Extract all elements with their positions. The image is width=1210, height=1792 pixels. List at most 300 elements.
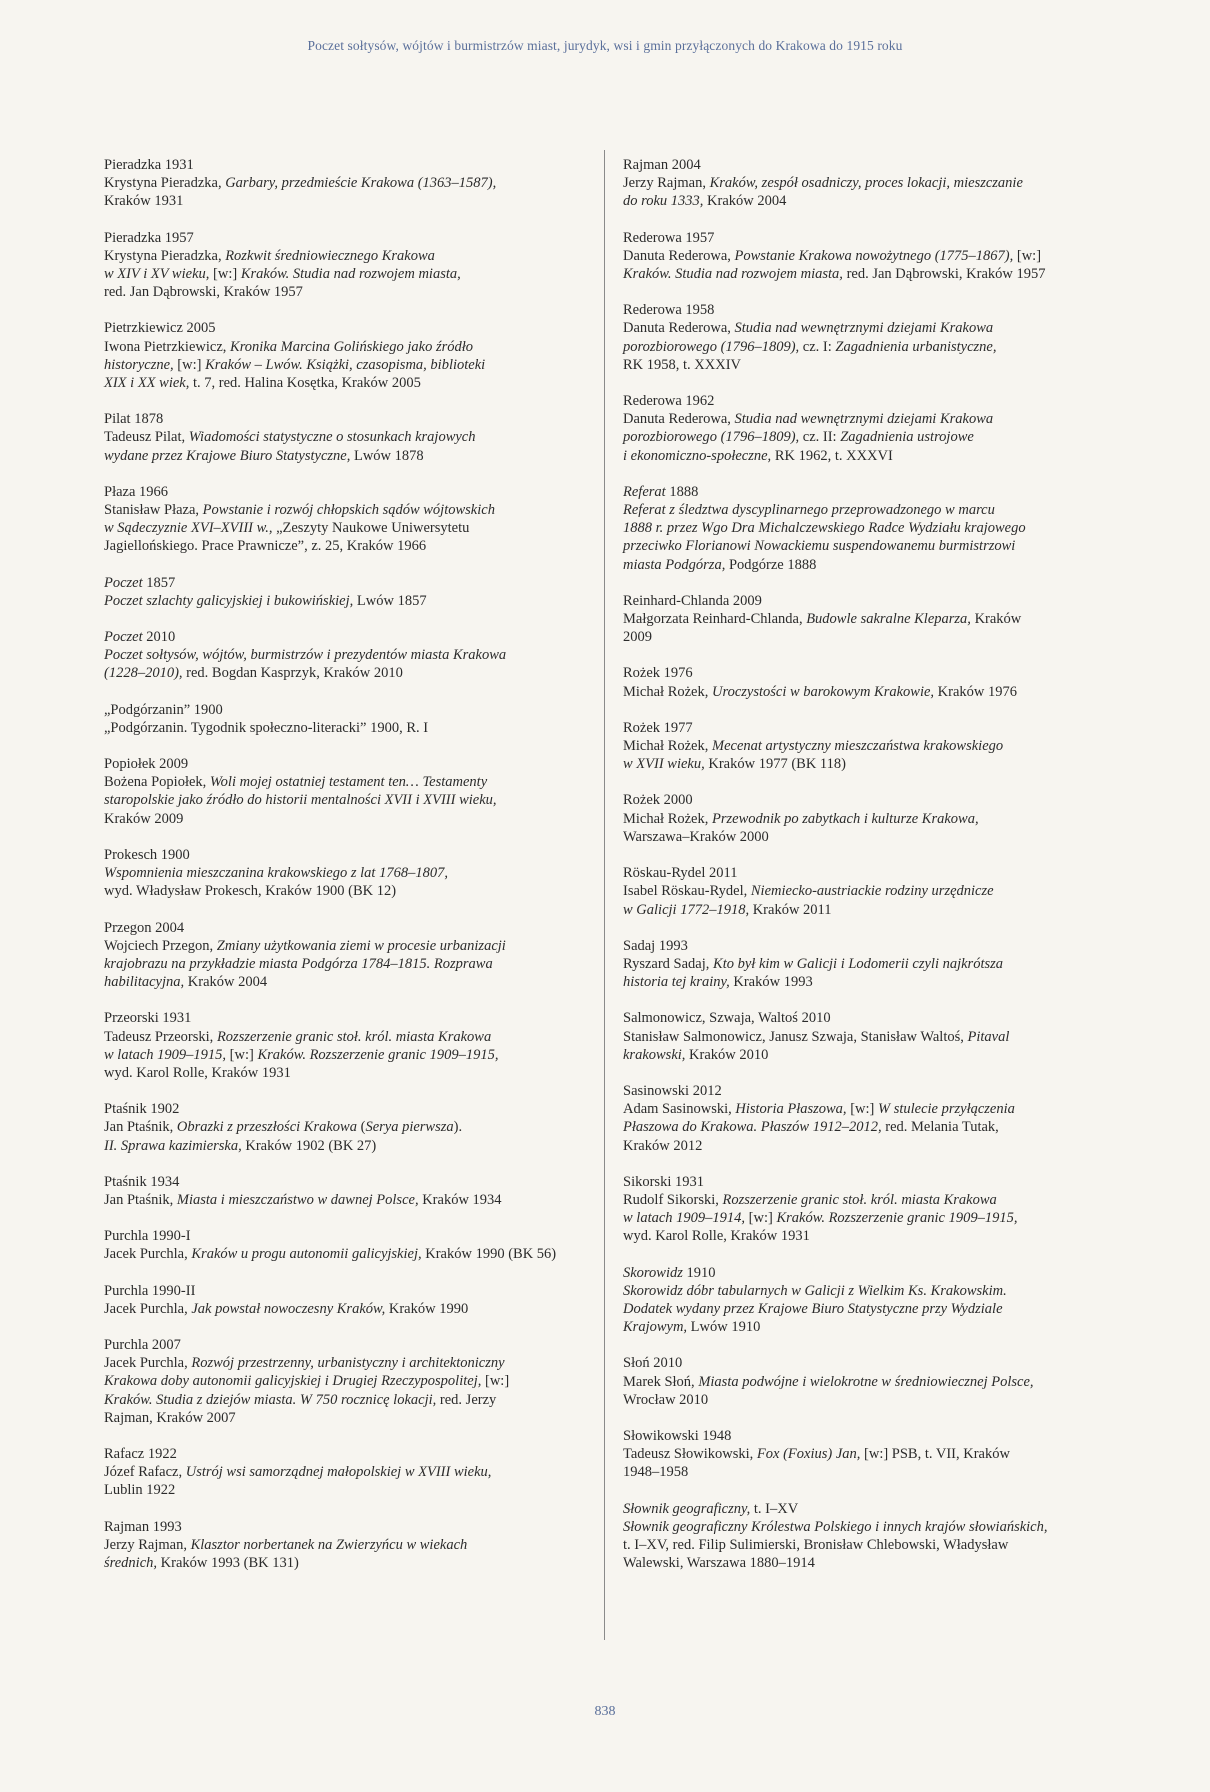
entry-line bbox=[104, 955, 594, 973]
entry-key bbox=[623, 1264, 1113, 1282]
text-segment: Rozszerzenie granic stoł. król. miasta Krakowa bbox=[216, 1028, 492, 1045]
text-segment: wydane przez Krajowe Biuro Statystyczne, bbox=[104, 447, 354, 464]
text-segment: Krystyna Pieradzka, bbox=[104, 247, 226, 264]
entry-line bbox=[104, 192, 594, 210]
text-segment: Woli mojej ostatniej testament ten… Testamenty bbox=[209, 774, 488, 791]
text-segment: Rożek 2000 bbox=[623, 792, 693, 809]
text-segment: w latach 1909–1914, bbox=[623, 1210, 749, 1227]
entry-line bbox=[104, 791, 594, 809]
text-segment: 1857 bbox=[146, 574, 176, 591]
entry-key bbox=[623, 1173, 1113, 1191]
text-segment: do roku 1333, bbox=[623, 193, 708, 210]
entry-line bbox=[104, 810, 594, 828]
text-segment: Małgorzata Reinhard-Chlanda, bbox=[623, 611, 807, 628]
text-segment: „Zeszyty Naukowe Uniwersytetu bbox=[276, 520, 470, 537]
entry-line bbox=[104, 1481, 594, 1499]
text-segment: Serya pierwsza bbox=[365, 1119, 454, 1136]
text-segment: habilitacyjna, bbox=[104, 974, 188, 991]
text-segment: Rożek 1976 bbox=[623, 665, 693, 682]
text-segment: Reinhard-Chlanda 2009 bbox=[623, 592, 762, 609]
text-segment: krakowski, bbox=[623, 1046, 690, 1063]
text-segment: Rederowa 1958 bbox=[623, 302, 715, 319]
entry-line bbox=[104, 664, 594, 682]
text-segment: Przeorski 1931 bbox=[104, 1010, 192, 1027]
entry-line bbox=[623, 319, 1113, 337]
bibliography-entry bbox=[104, 919, 594, 992]
entry-line bbox=[623, 1191, 1113, 1209]
text-segment: [w:] bbox=[748, 1210, 777, 1227]
text-segment: Kraków 1931 bbox=[104, 193, 184, 210]
text-segment: Sikorski 1931 bbox=[623, 1173, 704, 1190]
entry-key bbox=[623, 1354, 1113, 1372]
bibliography-entry bbox=[104, 1009, 594, 1082]
entry-line bbox=[623, 501, 1113, 519]
entry-line bbox=[623, 247, 1113, 265]
text-segment: Miasta i mieszczaństwo w dawnej Polsce, bbox=[176, 1191, 423, 1208]
text-segment: porozbiorowego (1796–1809), bbox=[623, 429, 803, 446]
text-segment: Krakowa doby autonomii galicyjskiej i Drugiej Rzeczypospolitej, bbox=[104, 1373, 485, 1390]
entry-line bbox=[104, 1536, 594, 1554]
entry-line bbox=[104, 1028, 594, 1046]
entry-key bbox=[104, 1173, 594, 1191]
text-segment: Purchla 1990-II bbox=[104, 1282, 196, 1299]
text-segment: Krystyna Pieradzka, bbox=[104, 175, 226, 192]
text-segment: Zagadnienia urbanistyczne, bbox=[835, 338, 997, 355]
entry-line bbox=[623, 428, 1113, 446]
entry-key bbox=[104, 1445, 594, 1463]
entry-line bbox=[623, 1518, 1113, 1536]
text-segment: red. Jan Dąbrowski, Kraków 1957 bbox=[104, 284, 303, 301]
bibliography-entry bbox=[623, 392, 1113, 465]
bibliography-entry bbox=[104, 1445, 594, 1500]
entry-line bbox=[623, 955, 1113, 973]
text-segment: Referat z śledztwa dyscyplinarnego przeprowadzonego w marcu bbox=[623, 502, 995, 519]
text-segment: Warszawa–Kraków 2000 bbox=[623, 828, 769, 845]
text-segment: Referat bbox=[623, 483, 670, 500]
text-segment: Krajowym, bbox=[623, 1319, 691, 1336]
text-segment: Obrazki z przeszłości Krakowa bbox=[176, 1119, 361, 1136]
bibliography-entry bbox=[104, 1518, 594, 1573]
entry-line bbox=[623, 755, 1113, 773]
entry-line bbox=[104, 592, 594, 610]
text-segment: Kraków 2009 bbox=[104, 810, 184, 827]
entry-line bbox=[104, 1245, 594, 1263]
entry-line bbox=[623, 1300, 1113, 1318]
bibliography-entry bbox=[623, 156, 1113, 211]
text-segment: Rozwój przestrzenny, urbanistyczny i architektoniczny bbox=[191, 1355, 505, 1372]
entry-key bbox=[623, 229, 1113, 247]
text-segment: Salmonowicz, Szwaja, Waltoś 2010 bbox=[623, 1010, 831, 1027]
text-segment: Jan Ptaśnik, bbox=[104, 1119, 177, 1136]
entry-key bbox=[104, 229, 594, 247]
text-segment: Purchla 2007 bbox=[104, 1336, 181, 1353]
text-segment: Wiadomości statystyczne o stosunkach krajowych bbox=[188, 429, 476, 446]
text-segment: porozbiorowego (1796–1809), bbox=[623, 338, 803, 355]
text-segment: Tadeusz Słowikowski, bbox=[623, 1446, 757, 1463]
text-segment: red. Jerzy bbox=[439, 1391, 497, 1408]
bibliography-entry bbox=[623, 791, 1113, 846]
entry-line bbox=[623, 628, 1113, 646]
text-segment: Rozkwit średniowiecznego Krakowa bbox=[225, 247, 435, 264]
entry-key bbox=[104, 919, 594, 937]
text-segment: Purchla 1990-I bbox=[104, 1228, 191, 1245]
entry-line bbox=[104, 283, 594, 301]
text-segment: Pitaval bbox=[967, 1028, 1010, 1045]
entry-line bbox=[104, 1046, 594, 1064]
text-segment: Michał Rożek, bbox=[623, 738, 712, 755]
text-segment: Lwów 1857 bbox=[356, 592, 427, 609]
entry-key bbox=[104, 1009, 594, 1027]
entry-line bbox=[104, 1118, 594, 1136]
text-segment: Prokesch 1900 bbox=[104, 846, 190, 863]
text-segment: t. I–XV, red. Filip Sulimierski, Bronisław Chlebowski, Władysław bbox=[623, 1536, 1009, 1553]
entry-line bbox=[104, 1554, 594, 1572]
bibliography-entry bbox=[623, 229, 1113, 284]
entry-line bbox=[104, 356, 594, 374]
text-segment: 1888 r. przez Wgo Dra Michalczewskiego Radce Wydziału krajowego bbox=[623, 520, 1026, 537]
text-segment: Zagadnienia ustrojowe bbox=[840, 429, 974, 446]
entry-key bbox=[623, 1427, 1113, 1445]
bibliography-entry bbox=[104, 319, 594, 392]
text-segment: w XVII wieku, bbox=[623, 756, 709, 773]
entry-key bbox=[104, 846, 594, 864]
text-segment: Kraków. Rozszerzenie granic 1909–1915, bbox=[776, 1210, 1018, 1227]
text-segment: Ryszard Sadaj, bbox=[623, 955, 714, 972]
entry-line bbox=[104, 519, 594, 537]
entry-line bbox=[623, 1028, 1113, 1046]
text-segment: Uroczystości w barokowym Krakowie, bbox=[712, 683, 938, 700]
bibliography-entry bbox=[623, 719, 1113, 774]
text-segment: Powstanie i rozwój chłopskich sądów wójtowskich bbox=[202, 502, 495, 519]
entry-line bbox=[623, 1282, 1113, 1300]
page-number: 838 bbox=[594, 1704, 616, 1719]
text-segment: red. Jan Dąbrowski, Kraków 1957 bbox=[846, 266, 1046, 283]
bibliography-entry bbox=[104, 1173, 594, 1209]
entry-key bbox=[104, 755, 594, 773]
bibliography-entry bbox=[623, 301, 1113, 374]
text-segment: krajobrazu na przykładzie miasta Podgórza 1784–1815. Rozprawa bbox=[104, 955, 493, 972]
bibliography-entry bbox=[623, 1082, 1113, 1155]
text-segment: w XIV i XV wieku, bbox=[104, 266, 214, 283]
entry-key bbox=[104, 1227, 594, 1245]
entry-key bbox=[623, 483, 1113, 501]
text-segment: Słownik geograficzny Królestwa Polskiego i innych krajów słowiańskich, bbox=[623, 1518, 1048, 1535]
text-segment: Przewodnik po zabytkach i kulturze Krakowa, bbox=[712, 810, 979, 827]
text-segment: Ptaśnik 1934 bbox=[104, 1173, 180, 1190]
text-segment: Adam Sasinowski, bbox=[623, 1101, 736, 1118]
text-segment: Kraków 1902 (BK 27) bbox=[245, 1137, 377, 1154]
text-segment: Danuta Rederowa, bbox=[623, 320, 735, 337]
text-segment: Miasta podwójne i wielokrotne w średniowiecznej Polsce, bbox=[698, 1373, 1034, 1390]
entry-line bbox=[623, 973, 1113, 991]
entry-line bbox=[104, 447, 594, 465]
bibliography-entry bbox=[623, 664, 1113, 700]
text-segment: Przegon 2004 bbox=[104, 919, 185, 936]
text-segment: Tadeusz Przeorski, bbox=[104, 1028, 217, 1045]
text-segment: Rederowa 1962 bbox=[623, 393, 715, 410]
entry-key bbox=[104, 574, 594, 592]
text-segment: Kraków. Studia z dziejów miasta. W 750 rocznicę lokacji, bbox=[104, 1391, 440, 1408]
entry-key bbox=[623, 719, 1113, 737]
entry-line bbox=[623, 537, 1113, 555]
text-segment: historia tej krainy, bbox=[623, 974, 734, 991]
bibliography-entry bbox=[104, 1336, 594, 1427]
text-segment: Jan Ptaśnik, bbox=[104, 1191, 177, 1208]
entry-key bbox=[104, 1336, 594, 1354]
entry-line bbox=[623, 1445, 1113, 1463]
text-segment: Kraków 2004 bbox=[707, 193, 787, 210]
text-segment: Historia Płaszowa, bbox=[735, 1101, 851, 1118]
text-segment: Jerzy Rajman, bbox=[104, 1536, 191, 1553]
text-segment: „Podgórzanin” 1900 bbox=[104, 701, 223, 718]
entry-line bbox=[104, 338, 594, 356]
text-segment: Pieradzka 1931 bbox=[104, 157, 194, 173]
text-segment: Kraków 1934 bbox=[422, 1191, 502, 1208]
entry-line bbox=[104, 247, 594, 265]
text-segment: RK 1962, t. XXXVI bbox=[774, 447, 893, 464]
text-segment: Poczet szlachty galicyjskiej i bukowińskiej, bbox=[104, 592, 357, 609]
entry-key bbox=[623, 156, 1113, 174]
text-segment: Kraków. Studia nad rozwojem miasta, bbox=[240, 266, 461, 283]
entry-line bbox=[623, 810, 1113, 828]
text-segment: Lublin 1922 bbox=[104, 1482, 176, 1499]
entry-key bbox=[623, 1500, 1113, 1518]
text-segment: Kronika Marcina Golińskiego jako źródło bbox=[230, 338, 474, 355]
text-segment: Skorowidz bbox=[623, 1264, 687, 1281]
entry-line bbox=[104, 374, 594, 392]
text-segment: Poczet sołtysów, wójtów, burmistrzów i prezydentów miasta Krakowa bbox=[104, 647, 507, 664]
bibliography-entry bbox=[623, 483, 1113, 574]
entry-line bbox=[623, 1536, 1113, 1554]
text-segment: Fox (Foxius) Jan, bbox=[756, 1446, 865, 1463]
text-segment: Isabel Röskau-Rydel, bbox=[623, 883, 751, 900]
text-segment: Pieradzka 1957 bbox=[104, 229, 194, 246]
text-segment: 1910 bbox=[686, 1264, 716, 1281]
bibliography-entry bbox=[104, 156, 594, 211]
bibliography-entry bbox=[104, 574, 594, 610]
text-segment: 2009 bbox=[623, 629, 652, 646]
text-segment: Kraków 1976 bbox=[937, 683, 1018, 700]
text-segment: historyczne, bbox=[104, 356, 178, 373]
text-segment: cz. II: bbox=[802, 429, 841, 446]
entry-line bbox=[104, 973, 594, 991]
bibliography-column-left bbox=[104, 156, 594, 1590]
entry-line bbox=[104, 1064, 594, 1082]
entry-line bbox=[104, 1372, 594, 1390]
text-segment: Kraków 1993 (BK 131) bbox=[160, 1554, 299, 1571]
text-segment: Röskau-Rydel 2011 bbox=[623, 865, 738, 882]
text-segment: Jerzy Rajman, bbox=[623, 175, 710, 192]
entry-line bbox=[623, 265, 1113, 283]
text-segment: Poczet bbox=[104, 629, 147, 646]
entry-line bbox=[104, 1137, 594, 1155]
entry-line bbox=[104, 646, 594, 664]
entry-line bbox=[623, 338, 1113, 356]
entry-line bbox=[623, 610, 1113, 628]
text-segment: Wojciech Przegon, bbox=[104, 937, 217, 954]
text-segment: staropolskie jako źródło do historii mentalności XVII i XVIII wieku, bbox=[104, 792, 497, 809]
text-segment: Popiołek 2009 bbox=[104, 756, 189, 773]
text-segment: Powstanie Krakowa nowożytnego (1775–1867), bbox=[734, 247, 1017, 264]
text-segment: Pietrzkiewicz 2005 bbox=[104, 320, 216, 337]
text-segment: Dodatek wydany przez Krajowe Biuro Statystyczne przy Wydziale bbox=[623, 1300, 1003, 1317]
text-segment: średnich, bbox=[104, 1554, 161, 1571]
text-segment: cz. I: bbox=[802, 338, 836, 355]
entry-line bbox=[623, 1118, 1113, 1136]
entry-line bbox=[623, 356, 1113, 374]
text-segment: Marek Słoń, bbox=[623, 1373, 699, 1390]
entry-key bbox=[623, 1009, 1113, 1027]
entry-line bbox=[104, 1463, 594, 1481]
entry-key bbox=[104, 483, 594, 501]
bibliography-entry bbox=[623, 864, 1113, 919]
text-segment: w Galicji 1772–1918, bbox=[623, 901, 753, 918]
text-segment: [w:] bbox=[229, 1046, 258, 1063]
text-segment: Garbary, przedmieście Krakowa (1363–1587), bbox=[225, 175, 497, 192]
text-segment: Kraków 1990 bbox=[388, 1300, 469, 1317]
text-segment: Kraków 2010 bbox=[689, 1046, 769, 1063]
text-segment: Lwów 1878 bbox=[353, 447, 424, 464]
entry-line bbox=[623, 1209, 1113, 1227]
text-segment: Mecenat artystyczny mieszczaństwa krakowskiego bbox=[712, 738, 1004, 755]
text-segment: Danuta Rederowa, bbox=[623, 247, 735, 264]
text-segment: Rajman 1993 bbox=[104, 1518, 182, 1535]
text-segment: Ptaśnik 1902 bbox=[104, 1101, 180, 1118]
text-segment: „Podgórzanin. Tygodnik społeczno-literacki” 1900, R. I bbox=[104, 719, 429, 736]
entry-line bbox=[623, 410, 1113, 428]
text-segment: Słoń 2010 bbox=[623, 1355, 683, 1372]
text-segment: przeciwko Florianowi Nowackiemu suspendowanemu burmistrzowi bbox=[623, 538, 1016, 555]
text-segment: 2010 bbox=[146, 629, 176, 646]
text-segment: Jacek Purchla, bbox=[104, 1300, 192, 1317]
entry-line bbox=[104, 719, 594, 737]
text-segment: Rajman 2004 bbox=[623, 157, 701, 173]
text-segment: Kraków – Lwów. Książki, czasopisma, biblioteki bbox=[205, 356, 486, 373]
entry-line bbox=[104, 773, 594, 791]
text-segment: Rudolf Sikorski, bbox=[623, 1191, 723, 1208]
entry-line bbox=[104, 174, 594, 192]
text-segment: wyd. Karol Rolle, Kraków 1931 bbox=[104, 1064, 291, 1081]
text-segment: Kto był kim w Galicji i Lodomerii czyli najkrótsza bbox=[713, 955, 1004, 972]
text-segment: Jacek Purchla, bbox=[104, 1246, 192, 1263]
text-segment: Kraków. Studia nad rozwojem miasta, bbox=[623, 266, 847, 283]
entry-line bbox=[623, 1463, 1113, 1481]
text-segment: Rozszerzenie granic stoł. król. miasta Krakowa bbox=[722, 1191, 997, 1208]
text-segment: Skorowidz dóbr tabularnych w Galicji z Wielkim Ks. Krakowskim. bbox=[623, 1282, 1007, 1299]
entry-line bbox=[104, 1191, 594, 1209]
text-segment: Płaszowa do Krakowa. Płaszów 1912–2012, bbox=[623, 1119, 886, 1136]
text-segment: XIX i XX wiek, bbox=[104, 375, 193, 392]
text-segment: t. 7, red. Halina Kosętka, Kraków 2005 bbox=[192, 375, 421, 392]
bibliography-entry bbox=[623, 937, 1113, 992]
text-segment: Iwona Pietrzkiewicz, bbox=[104, 338, 231, 355]
text-segment: w Sądeczyznie XVI–XVIII w., bbox=[104, 520, 277, 537]
text-segment: Jak powstał nowoczesny Kraków, bbox=[191, 1300, 389, 1317]
entry-line bbox=[623, 1137, 1113, 1155]
text-segment: Józef Rafacz, bbox=[104, 1464, 186, 1481]
entry-line bbox=[623, 1554, 1113, 1572]
text-segment: Zmiany użytkowania ziemi w procesie urbanizacji bbox=[216, 937, 506, 954]
text-segment: Poczet bbox=[104, 574, 147, 591]
text-segment: ). bbox=[453, 1119, 463, 1136]
text-segment: [w:] PSB, t. VII, Kraków bbox=[864, 1446, 1010, 1463]
text-segment: Kraków 1977 (BK 118) bbox=[708, 756, 846, 773]
entry-line bbox=[623, 828, 1113, 846]
text-segment: Wspomnienia mieszczanina krakowskiego z lat 1768–1807, bbox=[104, 865, 448, 882]
bibliography-entry bbox=[104, 1282, 594, 1318]
bibliography-entry bbox=[623, 1173, 1113, 1246]
text-segment: Rożek 1977 bbox=[623, 719, 693, 736]
text-segment: Stanisław Salmonowicz, Janusz Szwaja, Stanisław Waltoś, bbox=[623, 1028, 968, 1045]
text-segment: Michał Rożek, bbox=[623, 810, 712, 827]
text-segment: Rafacz 1922 bbox=[104, 1445, 177, 1462]
text-segment: Kraków 2011 bbox=[752, 901, 832, 918]
entry-line bbox=[104, 265, 594, 283]
text-segment: Kraków. Rozszerzenie granic 1909–1915, bbox=[257, 1046, 499, 1063]
text-segment: Płaza 1966 bbox=[104, 483, 169, 500]
entry-line bbox=[104, 1300, 594, 1318]
entry-key bbox=[104, 1518, 594, 1536]
text-segment: 1948–1958 bbox=[623, 1464, 689, 1481]
bibliography-entry bbox=[104, 1227, 594, 1263]
bibliography-entry bbox=[104, 483, 594, 556]
running-header: Poczet sołtysów, wójtów i burmistrzów miast, jurydyk, wsi i gmin przyłączonych do Krakowa do 1915 roku bbox=[307, 38, 903, 53]
text-segment: Klasztor norbertanek na Zwierzyńcu w wiekach bbox=[190, 1536, 468, 1553]
entry-line bbox=[623, 737, 1113, 755]
text-segment: Kraków 2004 bbox=[187, 974, 268, 991]
text-segment: Kraków u progu autonomii galicyjskiej, bbox=[191, 1246, 426, 1263]
text-segment: Rajman, Kraków 2007 bbox=[104, 1409, 236, 1426]
entry-line bbox=[104, 864, 594, 882]
text-segment: Kraków bbox=[974, 611, 1022, 628]
text-segment: II. Sprawa kazimierska, bbox=[104, 1137, 246, 1154]
text-segment: (1228–2010), bbox=[104, 665, 187, 682]
entry-line bbox=[623, 1391, 1113, 1409]
entry-line bbox=[623, 1046, 1113, 1064]
entry-line bbox=[623, 556, 1113, 574]
bibliography-entry bbox=[104, 628, 594, 683]
bibliography-entry bbox=[104, 701, 594, 737]
entry-key bbox=[623, 301, 1113, 319]
text-segment: Rederowa 1957 bbox=[623, 229, 715, 246]
text-segment: Stanisław Płaza, bbox=[104, 502, 203, 519]
text-segment: red. Melania Tutak, bbox=[885, 1119, 999, 1136]
entry-key bbox=[623, 864, 1113, 882]
text-segment: RK 1958, t. XXXIV bbox=[623, 356, 742, 373]
text-segment: Studia nad wewnętrznymi dziejami Krakowa bbox=[734, 320, 994, 337]
entry-line bbox=[623, 882, 1113, 900]
text-segment: Studia nad wewnętrznymi dziejami Krakowa bbox=[734, 411, 994, 428]
entry-key bbox=[623, 392, 1113, 410]
text-segment: 1888 bbox=[669, 483, 699, 500]
text-segment: wyd. Władysław Prokesch, Kraków 1900 (BK 12) bbox=[104, 883, 397, 900]
bibliography-entry bbox=[623, 592, 1113, 647]
entry-key bbox=[623, 1082, 1113, 1100]
entry-line bbox=[623, 519, 1113, 537]
bibliography-entry bbox=[104, 846, 594, 901]
entry-line bbox=[623, 901, 1113, 919]
text-segment: Słowikowski 1948 bbox=[623, 1427, 732, 1444]
bibliography-entry bbox=[104, 1100, 594, 1155]
text-segment: Jagiellońskiego. Prace Prawnicze”, z. 25, Kraków 1966 bbox=[104, 538, 427, 555]
text-segment: Ustrój wsi samorządnej małopolskiej w XVIII wieku, bbox=[185, 1464, 492, 1481]
bibliography-entry bbox=[623, 1500, 1113, 1573]
bibliography-entry bbox=[104, 410, 594, 465]
bibliography-entry bbox=[623, 1354, 1113, 1409]
text-segment: wyd. Karol Rolle, Kraków 1931 bbox=[623, 1228, 810, 1245]
text-segment: Tadeusz Pilat, bbox=[104, 429, 189, 446]
entry-key bbox=[104, 1100, 594, 1118]
